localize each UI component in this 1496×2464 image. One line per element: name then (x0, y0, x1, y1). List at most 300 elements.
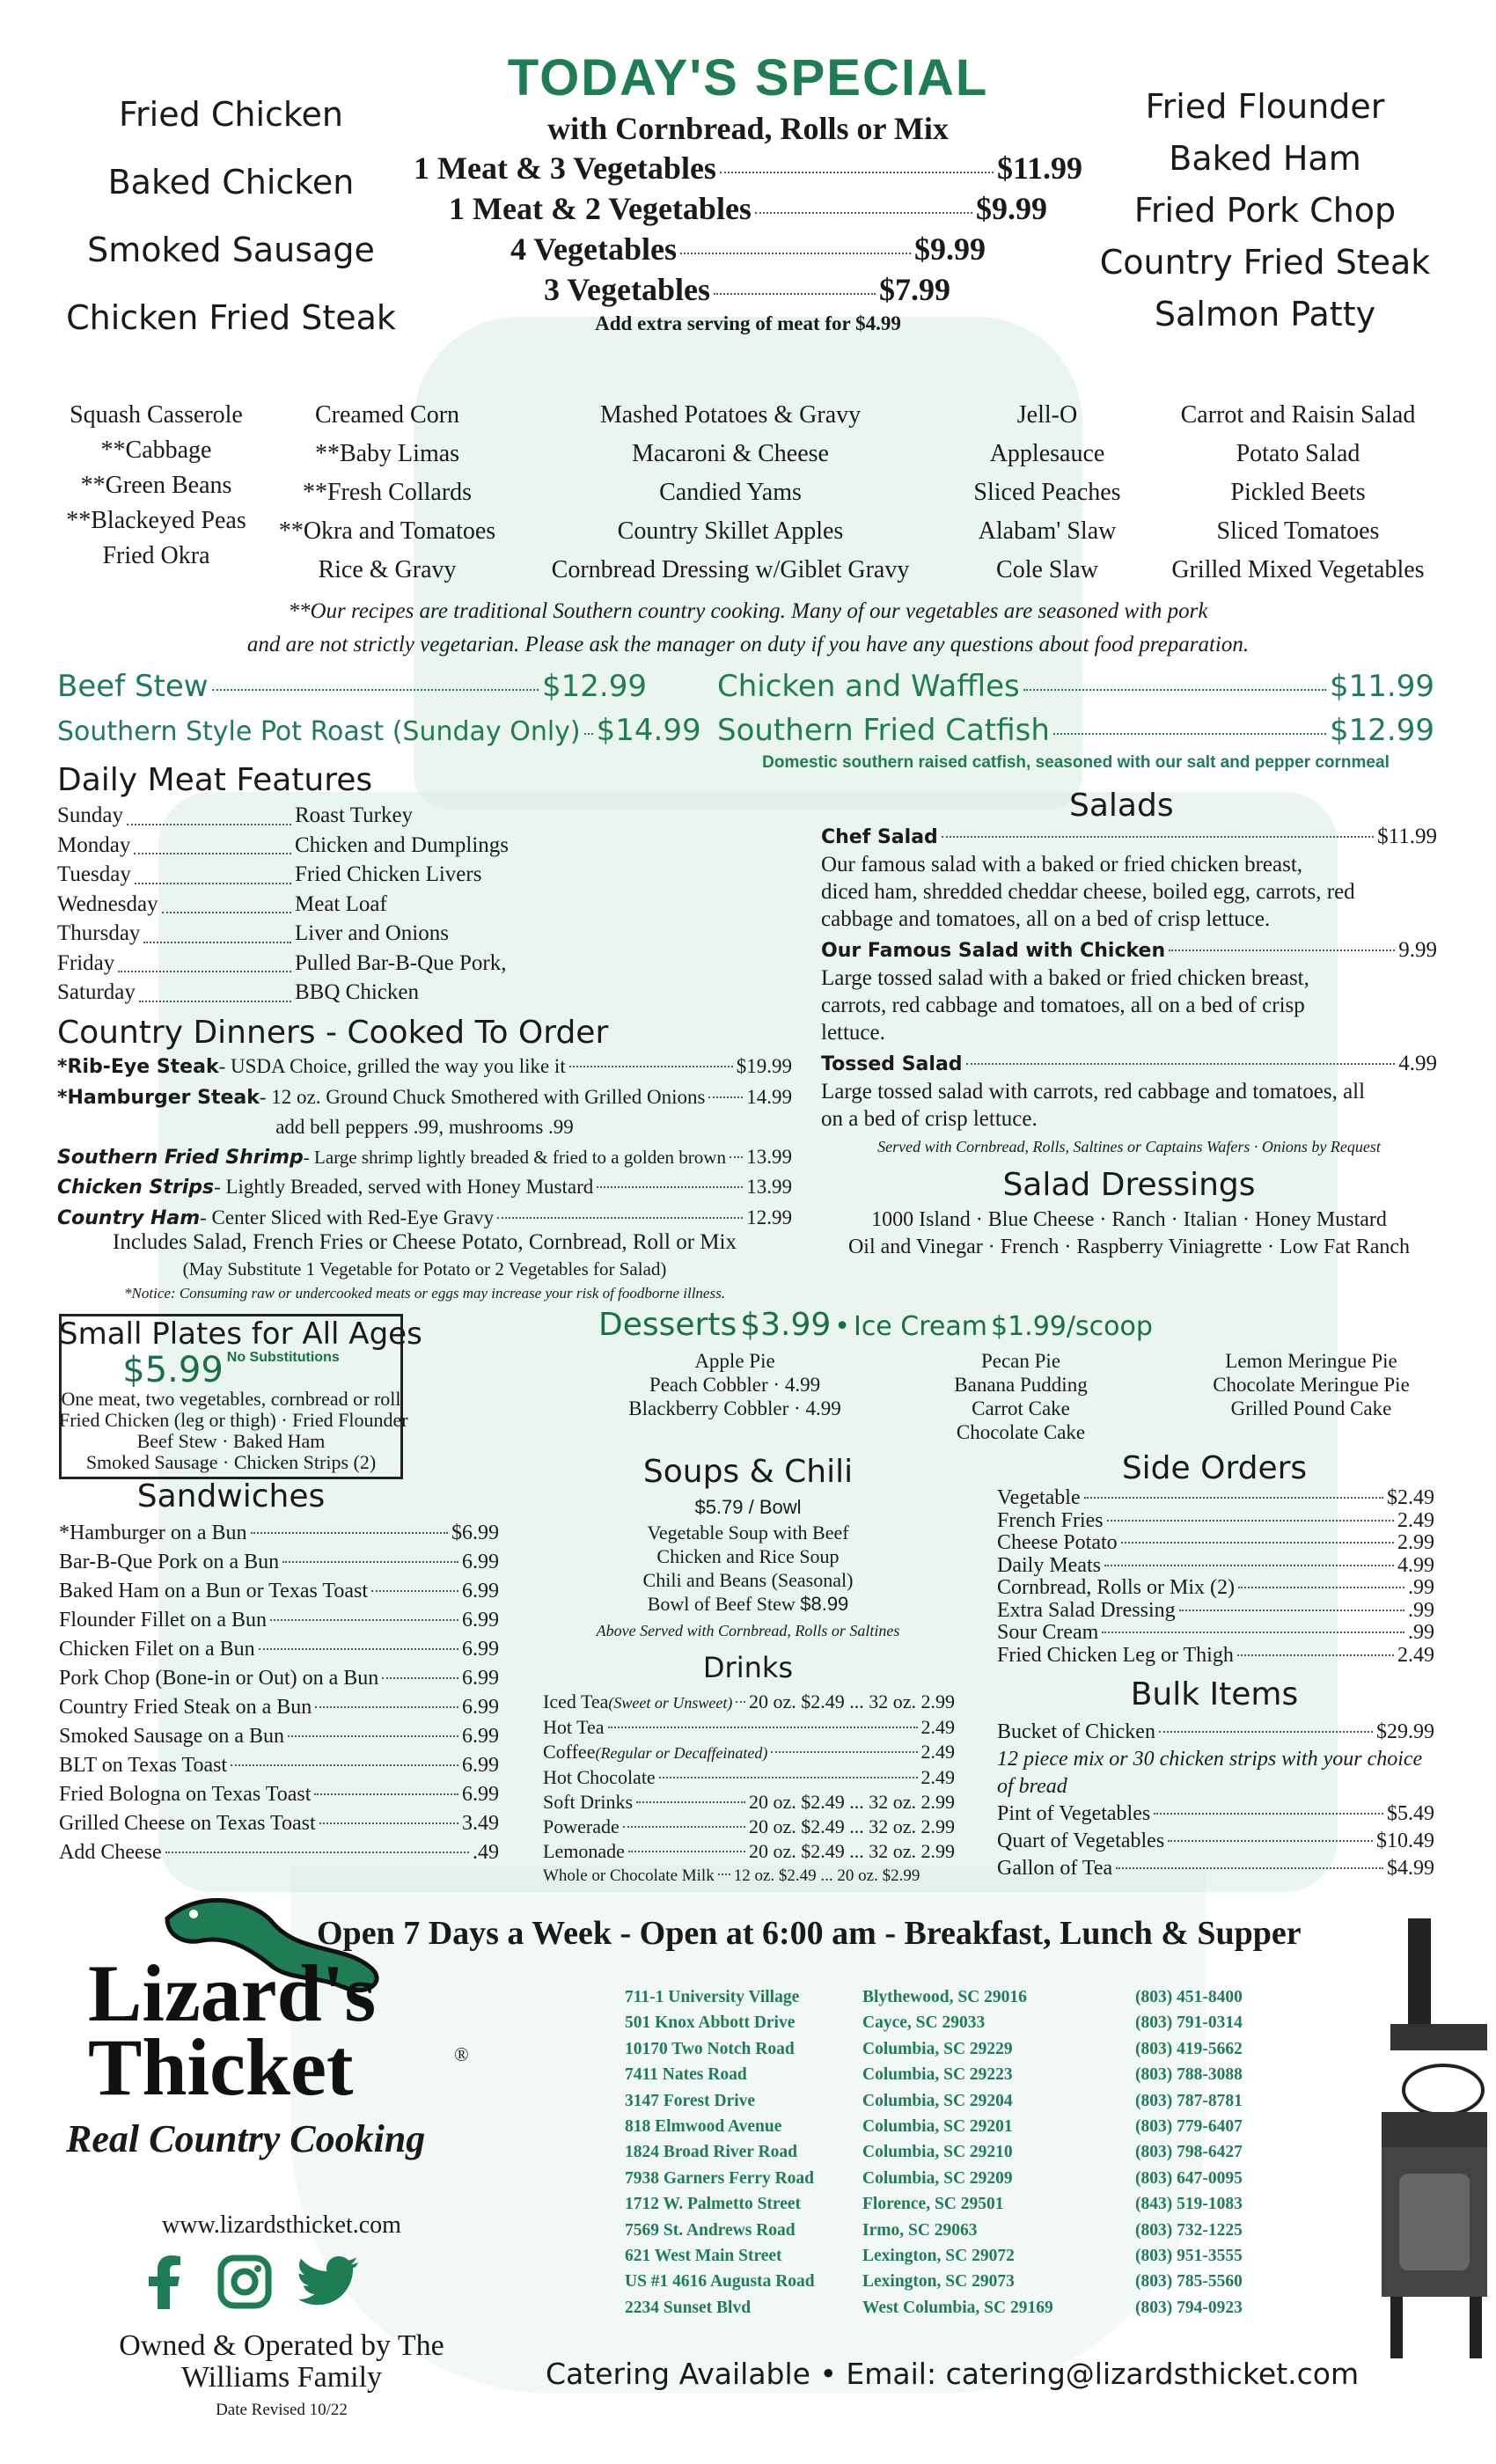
salads-served-note: Served with Cornbread, Rolls, Saltines or Captains Wafers · Onions by Request (877, 1138, 1381, 1155)
bulk-name: Pint of Vegetables (997, 1802, 1151, 1825)
dessert-item: Peach Cobbler · 4.99 (649, 1374, 821, 1396)
soups-list (541, 1521, 955, 1616)
vegetable-item: Rice & Gravy (318, 556, 457, 583)
meat-item: Chicken Fried Steak (66, 298, 396, 337)
item-name: Chicken and Waffles (717, 669, 1020, 704)
drink-row (543, 1839, 955, 1864)
vegetable-item: **Green Beans (80, 472, 232, 499)
dinner-addons: add bell peppers .99, mushrooms .99 (275, 1116, 574, 1138)
vegetable-item: Sliced Tomatoes (1216, 517, 1380, 545)
hours-banner: Open 7 Days a Week - Open at 6:00 am - Breakfast, Lunch & Supper (317, 1915, 1302, 1952)
salads-title: Salads (1069, 788, 1174, 824)
sandwich-price: 6.99 (462, 1638, 499, 1661)
salad-desc: carrots, red cabbage and tomatoes, all on a bed of crisp (821, 994, 1305, 1017)
ice-cream-title: Ice Cream (853, 1311, 987, 1342)
drink-row (543, 1690, 955, 1715)
vegetable-item: Cornbread Dressing w/Giblet Gravy (551, 556, 910, 583)
pot-roast-line (57, 713, 701, 748)
bulk-row (997, 1855, 1434, 1882)
special-extra-meat-note: Add extra serving of meat for $4.99 (595, 312, 901, 334)
meat-item: Baked Chicken (107, 163, 355, 202)
website-link[interactable]: www.lizardsthicket.com (162, 2211, 401, 2239)
beef-stew-bowl-price: $8.99 (800, 1593, 849, 1615)
side-order-row (997, 1510, 1434, 1533)
vegetable-column-5 (1153, 396, 1443, 590)
daily-meat-title: Daily Meat Features (57, 762, 373, 798)
ice-cream-price: $1.99/scoop (991, 1311, 1153, 1342)
special-meats-right (1069, 81, 1461, 341)
dinner-substitute: (May Substitute 1 Vegetable for Potato or 2 Vegetables for Salad) (182, 1258, 667, 1280)
vegetable-item: Pickled Beets (1230, 479, 1366, 506)
sandwich-name: Flounder Fillet on a Bun (59, 1609, 267, 1632)
drink-name: Soft Drinks (543, 1791, 634, 1813)
dinner-notice: *Notice: Consuming raw or undercooked meats or eggs may increase your risk of foodborne illness. (124, 1285, 725, 1302)
country-dinners-list (57, 1052, 792, 1233)
sandwich-price: 3.49 (462, 1812, 499, 1835)
soup-item: Chili and Beans (Seasonal) (642, 1569, 854, 1591)
drink-sizes: 12 oz. $2.49 ... 20 oz. $2.99 (733, 1866, 920, 1885)
sandwich-row (59, 1722, 499, 1751)
desserts-column-3 (1170, 1349, 1452, 1420)
drink-sizes: 20 oz. $2.49 ... 32 oz. 2.99 (748, 1791, 955, 1813)
side-order-row (997, 1645, 1434, 1668)
dessert-item: Pecan Pie (980, 1350, 1061, 1372)
location-address: 2234 Sunset Blvd (625, 2298, 752, 2317)
item-name: Southern Style Pot Roast (Sunday Only) (57, 716, 581, 747)
daily-meat-list (57, 801, 585, 1008)
vegetable-item: Grilled Mixed Vegetables (1171, 556, 1425, 583)
small-plates-line: Fried Chicken (leg or thigh) · Fried Flounder (59, 1409, 408, 1431)
salad-desc: Large tossed salad with carrots, red cabbage and tomatoes, all (821, 1080, 1366, 1104)
location-city: Columbia, SC 29229 (862, 2039, 1013, 2058)
meat-label: Liver and Onions (295, 921, 449, 945)
option-label: 4 Vegetables (510, 231, 677, 267)
day-label: Monday (57, 832, 131, 857)
vegetable-item: Creamed Corn (314, 401, 460, 429)
vegetable-column-1 (26, 396, 286, 576)
salad-price: 9.99 (1398, 938, 1437, 962)
side-order-price: 2.99 (1397, 1531, 1434, 1554)
sandwich-row (59, 1519, 499, 1548)
ownership (53, 2330, 510, 2394)
sandwich-price: $6.99 (451, 1522, 499, 1544)
dressings-line-1: 1000 Island · Blue Cheese · Ranch · Italian · Honey Mustard (871, 1208, 1387, 1231)
salad-desc: on a bed of crisp lettuce. (821, 1107, 1038, 1131)
item-price: $12.99 (1330, 713, 1434, 748)
location-city: Irmo, SC 29063 (862, 2220, 978, 2240)
drink-sizes: 20 oz. $2.49 ... 32 oz. 2.99 (748, 1840, 955, 1862)
bulk-name: Bucket of Chicken (997, 1720, 1155, 1743)
side-order-row (997, 1487, 1434, 1510)
sandwich-name: Grilled Cheese on Texas Toast (59, 1812, 316, 1835)
drink-row (543, 1790, 955, 1815)
dinner-name: Country Ham (57, 1206, 201, 1229)
dinner-desc: - 12 oz. Ground Chuck Smothered with Grilled Onions (259, 1085, 706, 1108)
salad-desc: cabbage and tomatoes, all on a bed of crisp lettuce. (821, 907, 1271, 931)
small-plates-price-line (59, 1350, 403, 1390)
bulk-name: Quart of Vegetables (997, 1830, 1165, 1852)
vegetable-item: Potato Salad (1236, 440, 1360, 467)
sandwich-name: Pork Chop (Bone-in or Out) on a Bun (59, 1667, 379, 1690)
bulk-title: Bulk Items (1130, 1676, 1299, 1712)
drink-sizes: 20 oz. $2.49 ... 32 oz. 2.99 (748, 1815, 955, 1837)
vegetable-item: **Cabbage (100, 436, 212, 464)
location-address: 7569 St. Andrews Road (625, 2220, 796, 2240)
desserts-title: Desserts (598, 1307, 737, 1343)
location-row (625, 1984, 1346, 2010)
location-address: 7411 Nates Road (625, 2065, 747, 2085)
dinner-price: 12.99 (746, 1206, 792, 1228)
special-title: TODAY'S SPECIAL (507, 49, 989, 106)
vegetable-item: **Okra and Tomatoes (278, 517, 496, 545)
vegetable-item: **Blackeyed Peas (66, 507, 246, 534)
vegetable-item: **Baby Limas (314, 440, 460, 467)
sandwich-row (59, 1664, 499, 1693)
vegetable-column-4 (933, 396, 1162, 590)
salad-desc: Our famous salad with a baked or fried chicken breast, (821, 853, 1303, 876)
desserts-header: Desserts $3.99 • Ice Cream $1.99/scoop (598, 1307, 1153, 1343)
meat-item: Salmon Patty (1154, 295, 1376, 334)
vegetable-item: Jell-O (1016, 401, 1078, 429)
day-label: Tuesday (57, 862, 131, 886)
sandwich-price: 6.99 (462, 1783, 499, 1806)
location-row (625, 2191, 1346, 2217)
registered-mark: ® (454, 2043, 469, 2065)
drink-price: 2.49 (920, 1716, 955, 1738)
location-row (625, 2295, 1346, 2321)
location-phone[interactable]: (803) 451-8400 (1135, 1988, 1243, 2006)
ownership-line: Owned & Operated by The (119, 2329, 444, 2362)
option-price: $9.99 (976, 191, 1047, 226)
drink-name: Whole or Chocolate Milk (543, 1866, 715, 1885)
dinner-desc: - USDA Choice, grilled the way you like it (218, 1055, 566, 1077)
location-city: Columbia, SC 29209 (862, 2168, 1013, 2188)
meat-item: Baked Ham (1169, 139, 1361, 178)
meat-item: Fried Pork Chop (1133, 191, 1397, 230)
salad-row (821, 823, 1437, 851)
salad-row (821, 1050, 1437, 1078)
sandwich-price: 6.99 (462, 1754, 499, 1777)
location-phone[interactable]: (803) 647-0095 (1135, 2168, 1243, 2188)
dinner-name: Southern Fried Shrimp (57, 1146, 304, 1169)
special-option-2 (449, 190, 1047, 227)
option-label: 3 Vegetables (544, 272, 710, 307)
drink-name: Coffee (543, 1741, 596, 1763)
side-order-price: $2.49 (1387, 1486, 1434, 1509)
location-address: 621 West Main Street (625, 2247, 782, 2266)
special-meats-left (35, 81, 427, 352)
side-order-name: Vegetable (997, 1486, 1081, 1509)
location-city: Columbia, SC 29210 (862, 2143, 1013, 2162)
sandwich-name: *Hamburger on a Bun (59, 1522, 247, 1544)
dinner-row (57, 1052, 792, 1082)
chicken-waffles-line (717, 669, 1434, 704)
location-phone[interactable]: (843) 519-1083 (1135, 2195, 1243, 2214)
bucket-note: 12 piece mix or 30 chicken strips with your choice (997, 1748, 1423, 1771)
vegetable-column-2 (264, 396, 510, 590)
small-plates-line: One meat, two vegetables, cornbread or roll (61, 1388, 401, 1410)
dinner-row (57, 1172, 792, 1203)
small-plates-details (59, 1388, 408, 1473)
sandwich-row (59, 1606, 499, 1635)
side-order-name: Sour Cream (997, 1621, 1099, 1644)
location-address: 1824 Broad River Road (625, 2143, 797, 2162)
sandwich-name: Country Fried Steak on a Bun (59, 1696, 312, 1719)
sandwich-row (59, 1548, 499, 1577)
salad-price: $11.99 (1377, 825, 1437, 848)
location-address: 7938 Garners Ferry Road (625, 2168, 814, 2188)
side-order-price: 4.99 (1397, 1553, 1434, 1577)
vegetable-item: Carrot and Raisin Salad (1180, 401, 1416, 429)
drink-row (543, 1815, 955, 1839)
sandwich-row (59, 1635, 499, 1664)
side-order-name: Cheese Potato (997, 1531, 1118, 1554)
drink-name: Iced Tea (543, 1690, 609, 1712)
drink-sub: (Regular or Decaffeinated) (595, 1744, 768, 1762)
brand-logo (53, 1883, 510, 2200)
bulk-row (997, 1719, 1434, 1746)
small-plates-title: Small Plates for All Ages (59, 1316, 422, 1352)
bulk-name: Gallon of Tea (997, 1857, 1113, 1880)
drinks-title: Drinks (702, 1651, 794, 1684)
location-phone[interactable]: (803) 951-3555 (1135, 2247, 1243, 2266)
option-label: 1 Meat & 2 Vegetables (449, 191, 752, 226)
vegetable-item: Applesauce (989, 440, 1105, 467)
soup-item (541, 1592, 955, 1616)
dinner-price: 14.99 (746, 1085, 792, 1108)
location-phone[interactable]: (803) 791-0314 (1135, 2013, 1243, 2033)
side-order-row (997, 1622, 1434, 1645)
drink-price: 2.49 (920, 1766, 955, 1788)
dessert-item: Grilled Pound Cake (1230, 1397, 1392, 1419)
location-city: Lexington, SC 29073 (862, 2272, 1015, 2292)
meat-label: Chicken and Dumplings (295, 832, 510, 857)
dinner-name: Chicken Strips (57, 1177, 215, 1199)
side-order-price: .99 (1408, 1598, 1434, 1622)
location-row (625, 2218, 1346, 2243)
location-row (625, 2036, 1346, 2062)
drink-name: Lemonade (543, 1840, 625, 1862)
dessert-item: Banana Pudding (954, 1374, 1088, 1396)
catfish-note: Domestic southern raised catfish, seasoned with our salt and pepper cornmeal (762, 753, 1390, 772)
drink-name: Hot Chocolate (543, 1766, 656, 1788)
dessert-item: Chocolate Cake (956, 1421, 1086, 1443)
side-order-price: 2.49 (1397, 1508, 1434, 1532)
location-address: 818 Elmwood Avenue (625, 2117, 782, 2137)
location-row (625, 2166, 1346, 2191)
revision-date: Date Revised 10/22 (216, 2401, 348, 2419)
side-order-price: .99 (1408, 1621, 1434, 1644)
location-row (625, 2088, 1346, 2114)
soups-served-note: Above Served with Cornbread, Rolls or Saltines (596, 1622, 900, 1639)
sandwich-row (59, 1809, 499, 1838)
location-city: Blythewood, SC 29016 (862, 1988, 1027, 2006)
location-phone[interactable]: (803) 798-6427 (1135, 2143, 1243, 2162)
vegetable-item: Alabam' Slaw (978, 517, 1117, 545)
item-name: Beef Stew (57, 669, 209, 704)
special-option-4 (544, 271, 950, 308)
soup-item: Chicken and Rice Soup (656, 1545, 840, 1567)
day-label: Wednesday (57, 891, 158, 916)
sandwich-row (59, 1693, 499, 1722)
location-city: Columbia, SC 29204 (862, 2091, 1013, 2110)
daily-meat-row (57, 949, 585, 979)
small-plates-line: Beef Stew · Baked Ham (136, 1430, 326, 1452)
sandwich-price: 6.99 (462, 1551, 499, 1573)
salad-desc: diced ham, shredded cheddar cheese, boiled egg, carrots, red (821, 880, 1355, 904)
bulk-price: $5.49 (1387, 1802, 1434, 1825)
dinner-price: 13.99 (746, 1145, 792, 1168)
small-plates-price: $5.99 (122, 1350, 224, 1390)
item-price: $11.99 (1330, 669, 1434, 704)
social-icons (136, 2255, 400, 2316)
location-row (625, 2139, 1346, 2165)
vegetable-item: Fried Okra (102, 542, 210, 569)
side-order-name: Daily Meats (997, 1553, 1101, 1577)
desserts-price: $3.99 (740, 1307, 832, 1343)
no-substitutions: No Substitutions (226, 1350, 340, 1365)
option-price: $11.99 (996, 150, 1082, 186)
item-name: Southern Fried Catfish (717, 713, 1050, 748)
dinner-row (57, 1082, 792, 1113)
bulk-price: $4.99 (1387, 1857, 1434, 1880)
drink-price: 2.49 (920, 1741, 955, 1763)
side-order-price: .99 (1408, 1576, 1434, 1599)
location-address: US #1 4616 Augusta Road (625, 2272, 815, 2292)
dinner-name: *Hamburger Steak (57, 1086, 260, 1109)
special-option-3 (510, 231, 986, 268)
drinks-list (543, 1690, 955, 1888)
drink-name: Powerade (543, 1815, 620, 1837)
location-phone[interactable]: (803) 788-3088 (1135, 2065, 1243, 2085)
location-address: 711-1 University Village (625, 1988, 800, 2006)
side-order-row (997, 1600, 1434, 1623)
item-price: $12.99 (542, 669, 647, 704)
meat-item: Smoked Sausage (87, 231, 375, 269)
vegetable-column-3 (528, 396, 933, 590)
catfish-line (717, 713, 1434, 748)
brand-name-1: Lizard's (88, 1948, 377, 2038)
meat-label: BBQ Chicken (295, 980, 419, 1004)
location-row (625, 2243, 1346, 2269)
ownership-line: Williams Family (180, 2361, 383, 2394)
brand-name-2: Thicket (88, 2022, 354, 2112)
location-address: 10170 Two Notch Road (625, 2039, 795, 2058)
bulk-price: $10.49 (1376, 1830, 1434, 1852)
locations-list (625, 1984, 1346, 2321)
item-price: $14.99 (596, 713, 701, 748)
sandwich-row (59, 1838, 499, 1867)
vegetable-item: Mashed Potatoes & Gravy (599, 401, 862, 429)
option-price: $7.99 (879, 272, 950, 307)
location-phone[interactable]: (803) 787-8781 (1135, 2091, 1243, 2110)
side-order-row (997, 1577, 1434, 1600)
salad-desc: Large tossed salad with a baked or fried chicken breast, (821, 966, 1309, 990)
location-phone[interactable]: (803) 785-5560 (1135, 2272, 1243, 2292)
location-address: 501 Knox Abbott Drive (625, 2013, 796, 2033)
salad-desc: lettuce. (821, 1021, 885, 1045)
drink-row (543, 1765, 955, 1790)
special-option-1 (414, 150, 1082, 187)
location-city: Columbia, SC 29223 (862, 2065, 1013, 2085)
soups-price: $5.79 / Bowl (694, 1496, 802, 1518)
location-row (625, 2062, 1346, 2087)
sandwich-name: Baked Ham on a Bun or Texas Toast (59, 1580, 369, 1602)
option-price: $9.99 (914, 231, 986, 267)
bulk-price: $29.99 (1376, 1720, 1434, 1743)
location-phone[interactable]: (803) 794-0923 (1135, 2298, 1243, 2317)
dinner-desc: - Lightly Breaded, served with Honey Mustard (214, 1176, 594, 1198)
bulk-list (997, 1719, 1434, 1882)
vegetable-item: **Fresh Collards (302, 479, 473, 506)
daily-meat-row (57, 860, 585, 890)
location-phone[interactable]: (803) 419-5662 (1135, 2039, 1243, 2058)
dinner-desc: - Center Sliced with Red-Eye Gravy (200, 1206, 495, 1228)
location-phone[interactable]: (803) 732-1225 (1135, 2220, 1243, 2240)
meat-item: Fried Chicken (118, 95, 344, 134)
side-order-name: French Fries (997, 1508, 1104, 1532)
sandwich-name: Bar-B-Que Pork on a Bun (59, 1551, 280, 1573)
dressings-title: Salad Dressings (1002, 1167, 1256, 1203)
sandwich-row (59, 1780, 499, 1809)
location-city: Cayce, SC 29033 (862, 2013, 986, 2033)
dinner-price: 13.99 (746, 1176, 792, 1198)
dinner-row (57, 1203, 792, 1234)
twitter-icon[interactable] (298, 2255, 360, 2309)
location-city: Lexington, SC 29072 (862, 2247, 1015, 2266)
soup-item: Vegetable Soup with Beef (647, 1522, 849, 1544)
sandwich-row (59, 1577, 499, 1606)
dinner-includes: Includes Salad, French Fries or Cheese Potato, Cornbread, Roll or Mix (113, 1230, 737, 1254)
beef-stew-line (57, 669, 647, 704)
sandwich-row (59, 1751, 499, 1780)
meat-label: Meat Loaf (295, 891, 387, 916)
location-city: Columbia, SC 29201 (862, 2117, 1013, 2137)
meat-item: Fried Flounder (1145, 87, 1385, 126)
side-order-name: Extra Salad Dressing (997, 1598, 1176, 1622)
dessert-item: Blackberry Cobbler · 4.99 (628, 1397, 841, 1419)
location-address: 1712 W. Palmetto Street (625, 2195, 802, 2214)
drink-row (543, 1740, 955, 1765)
beef-stew-bowl: Bowl of Beef Stew (647, 1593, 796, 1615)
dressings-line-2: Oil and Vinegar · French · Raspberry Viniagrette · Low Fat Ranch (847, 1236, 1411, 1258)
location-city: West Columbia, SC 29169 (862, 2298, 1053, 2317)
location-phone[interactable]: (803) 779-6407 (1135, 2117, 1243, 2137)
side-orders-list (997, 1487, 1434, 1667)
facebook-icon[interactable] (136, 2255, 191, 2309)
sandwich-price: .49 (473, 1841, 499, 1864)
dinner-desc: - Large shrimp lightly breaded & fried to a golden brown (303, 1146, 726, 1168)
meat-label: Pulled Bar-B-Que Pork, (295, 950, 507, 975)
salad-name: Chef Salad (821, 826, 938, 848)
instagram-icon[interactable] (217, 2255, 272, 2309)
small-plates-line: Smoked Sausage · Chicken Strips (2) (85, 1451, 377, 1473)
salad-name: Our Famous Salad with Chicken (821, 940, 1166, 962)
soups-title: Soups & Chili (642, 1454, 854, 1490)
day-label: Friday (57, 950, 115, 975)
dessert-item: Apple Pie (694, 1350, 775, 1372)
country-dinners-title: Country Dinners - Cooked To Order (57, 1015, 609, 1051)
catering-line: Catering Available • Email: catering@lizardsthicket.com (546, 2357, 1360, 2391)
vegetable-note-line: **Our recipes are traditional Southern country cooking. Many of our vegetables are seasoned with pork (288, 599, 1208, 623)
vegetable-item: Country Skillet Apples (617, 517, 844, 545)
salad-price: 4.99 (1398, 1052, 1437, 1075)
meat-label: Fried Chicken Livers (295, 862, 482, 886)
sandwich-name: Fried Bologna on Texas Toast (59, 1783, 312, 1806)
option-label: 1 Meat & 3 Vegetables (414, 150, 716, 186)
salad-row (821, 936, 1437, 964)
side-order-price: 2.49 (1397, 1643, 1434, 1667)
